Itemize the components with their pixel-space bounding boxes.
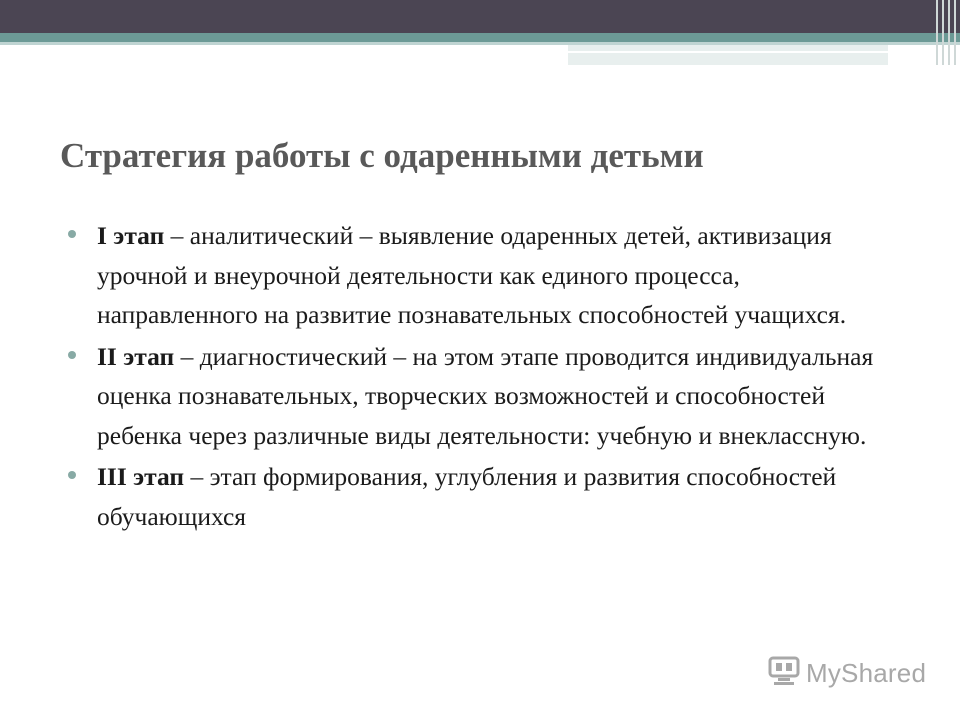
bullet-item-stage-1 <box>66 216 886 335</box>
corner-lines <box>930 0 960 65</box>
stage-description: – аналитический – выявление одаренных детей, активизация урочной и внеурочной деятельности как единого процесса, направленного на развитие познавательных способностей учащихся. <box>97 221 847 329</box>
myshared-watermark <box>768 656 926 691</box>
accent-stripe <box>0 33 960 42</box>
bullet-dot-icon <box>68 230 76 238</box>
watermark-text: MyShared <box>806 658 927 688</box>
bullet-item-stage-2 <box>66 337 886 456</box>
stage-label: I этап <box>97 221 165 250</box>
bullet-dot-icon <box>68 351 76 359</box>
mysharedlogo-icon <box>768 656 800 691</box>
stage-label: II этап <box>97 341 175 371</box>
bullet-item-stage-3 <box>66 457 886 536</box>
bullet-list <box>66 216 886 538</box>
decorative-tab-line <box>568 51 888 53</box>
stage-description: – диагностический – на этом этапе проводится индивидуальная оценка познавательных, творческих возможностей и способностей ребенка через различные виды деятельности: учебную и внеклассную. <box>97 341 874 450</box>
stage-description: – этап формирования, углубления и развития способностей обучающихся <box>97 462 837 531</box>
decorative-tab <box>568 45 888 65</box>
slide-title: Стратегия работы с одаренными детьми <box>60 136 704 175</box>
top-band <box>0 0 960 33</box>
bullet-dot-icon <box>68 471 76 479</box>
stage-label: III этап <box>97 462 185 491</box>
